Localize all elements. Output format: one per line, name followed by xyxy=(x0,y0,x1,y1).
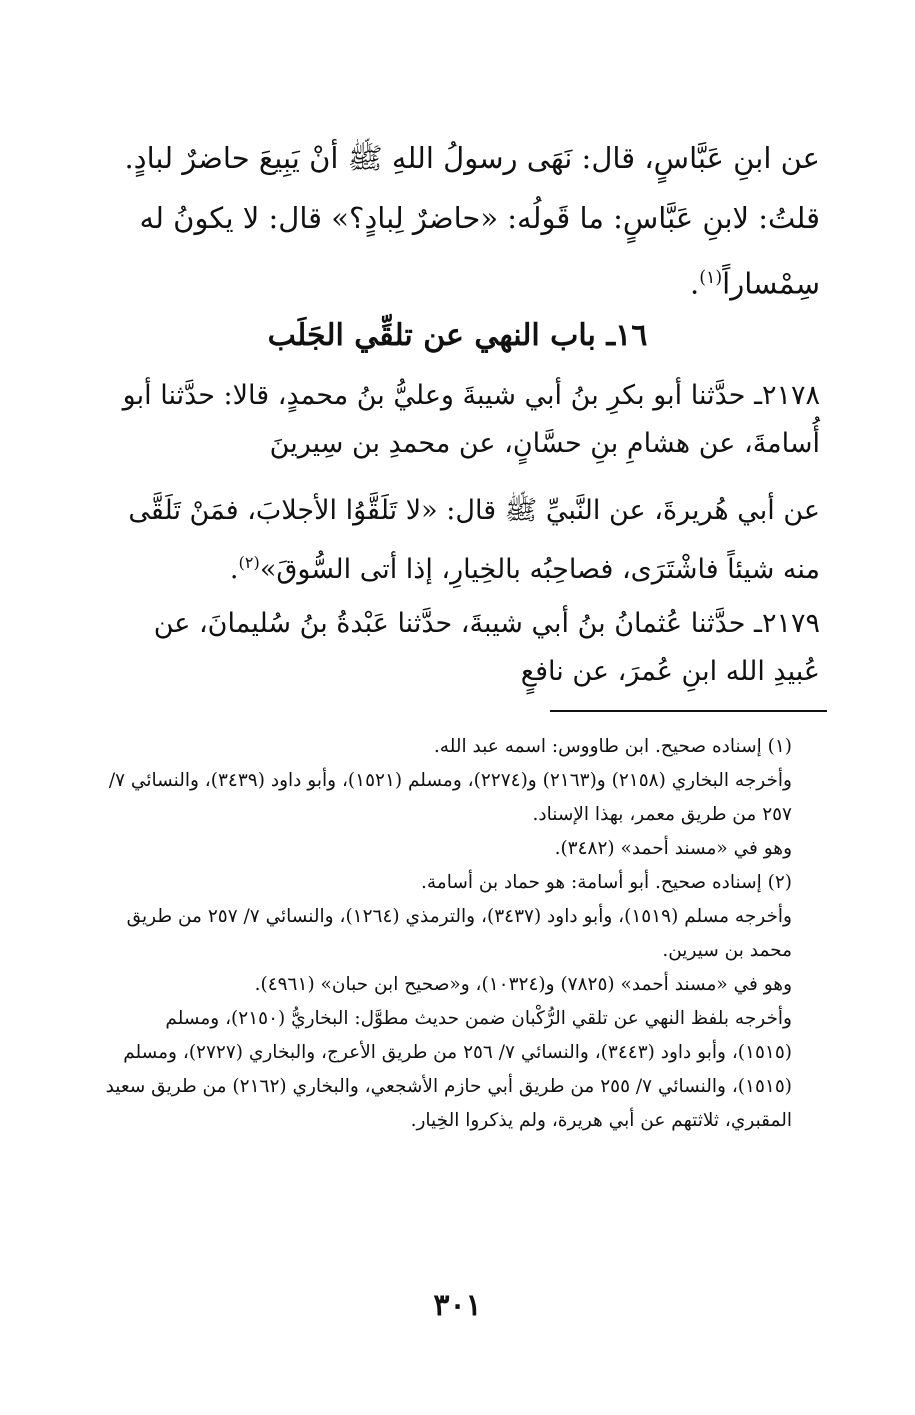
paragraph-2-text: قلتُ: لابنِ عَبَّاسٍ: ما قَولُه: «حاضرٌ لِبادٍ؟» قال: لا يكونُ له سِمْساراً xyxy=(139,201,820,301)
footnote-ref-2[interactable]: (٢) xyxy=(238,553,260,572)
footnote-2-line-3: وهو في «مسند أحمد» (٧٨٢٥) و(١٠٣٢٤)، و«صحيح ابن حبان» (٤٩٦١). xyxy=(254,974,792,995)
hadith-2178-isnad-text: ٢١٧٨ـ حدَّثنا أبو بكرِ بنُ أبي شيبةَ وعليُّ بنُ محمدٍ، قالا: حدَّثنا أبو أُسامةَ، عن هشامِ بنِ حسَّانٍ، عن محمدِ بن سِيرينَ xyxy=(122,380,820,459)
hadith-2179 xyxy=(100,600,820,696)
hadith-2179-text: ٢١٧٩ـ حدَّثنا عُثمانُ بنُ أبي شيبةَ، حدَّثنا عَبْدةُ بنُ سُليمانَ، عن عُبيدِ الله ابنِ عُمرَ، عن نافعٍ xyxy=(153,608,820,687)
paragraph-1-text: عن ابنِ عَبَّاسٍ، قال: نَهَى رسولُ اللهِ ﷺ أنْ يَبِيعَ حاضرٌ لبادٍ. xyxy=(124,141,820,175)
paragraph-1 xyxy=(100,128,820,188)
footnote-2-line-1: (٢) إسناده صحيح. أبو أسامة: هو حماد بن أسامة. xyxy=(421,872,792,893)
footnote-1-line-2: وأخرجه البخاري (٢١٥٨) و(٢١٦٣) و(٢٢٧٤)، ومسلم (١٥٢١)، وأبو داود (٣٤٣٩)، والنسائي ٧/ ٢٥٧ من طريق معمر، بهذا الإسناد. xyxy=(108,770,792,825)
footnote-1-line-1: (١) إسناده صحيح. ابن طاووس: اسمه عبد الله. xyxy=(433,736,792,757)
footnotes xyxy=(100,730,820,1138)
page-number: ٣٠١ xyxy=(433,1288,482,1323)
footnote-ref-1[interactable]: (١) xyxy=(699,268,723,288)
paragraph-2 xyxy=(100,188,820,314)
paragraph-2-end: . xyxy=(690,266,700,301)
footnote-2-line-2: وأخرجه مسلم (١٥١٩)، وأبو داود (٣٤٣٧)، والترمذي (١٢٦٤)، والنسائي ٧/ ٢٥٧ من طريق محمد بن سيرين. xyxy=(126,906,792,961)
footnote-1-line-3: وهو في «مسند أحمد» (٣٤٨٢). xyxy=(554,838,792,859)
hadith-2178-isnad xyxy=(100,372,820,468)
footnote-separator xyxy=(550,710,827,712)
hadith-2178-end: . xyxy=(229,554,239,585)
hadith-2178-matn xyxy=(100,485,820,596)
chapter-heading: ١٦ـ باب النهي عن تلقِّي الجَلَب xyxy=(267,318,648,353)
hadith-2178-matn-text: عن أبي هُريرةَ، عن النَّبيِّ ﷺ قال: «لا تَلَقَّوُا الأجلابَ، فمَنْ تَلَقَّى منه شيئاً فاشْتَرَى، فصاحِبُه بالخِيارِ، إذا أتى السُّوقَ» xyxy=(128,495,820,585)
footnote-2-line-4: وأخرجه بلفظ النهي عن تلقي الرُّكْبان ضمن حديث مطوَّل: البخاريُّ (٢١٥٠)، ومسلم (١٥١٥)، وأبو داود (٣٤٤٣)، والنسائي ٧/ ٢٥٦ من طريق الأعرج، والبخاري (٢٧٢٧)، ومسلم (١٥١٥)، والنسائي ٧/ ٢٥٥ من طريق أبي حازم الأشجعي، والبخاري (٢١٦٢) من طريق سعيد المقبري، ثلاثتهم عن أبي هريرة، ولم يذكروا الخِيار. xyxy=(105,1008,792,1131)
